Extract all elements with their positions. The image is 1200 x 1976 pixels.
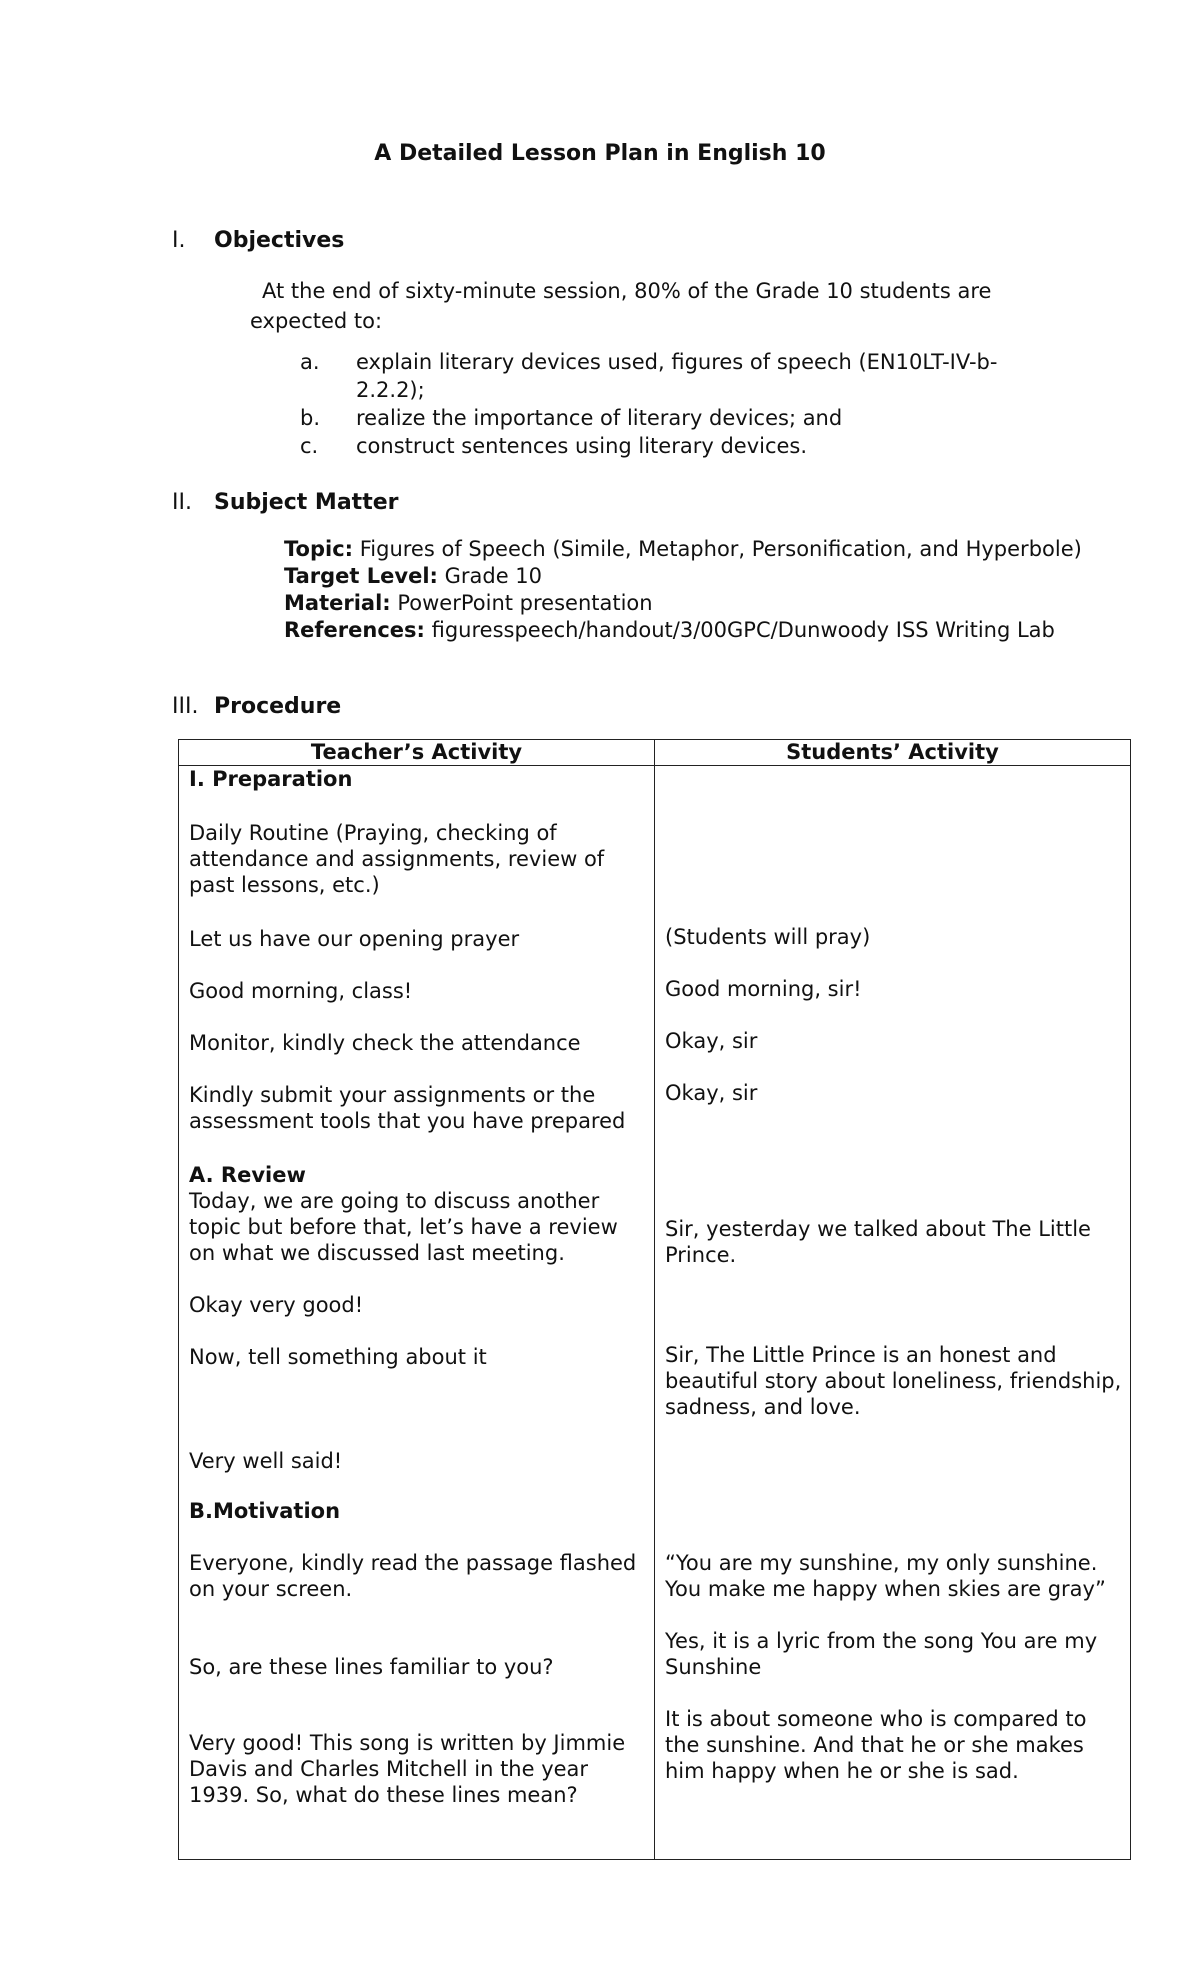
greeting-text: Good morning, class!	[189, 979, 413, 1003]
students-lyric-text: “You are my sunshine, my only sunshine. You make me happy when skies are gray”	[665, 1551, 1106, 1601]
section-number: III.	[172, 694, 199, 719]
review-heading: A. Review	[189, 1163, 306, 1187]
references-value: figuresspeech/handout/3/00GPC/Dunwoody ISS Writing Lab	[431, 618, 1055, 642]
objectives-intro: At the end of sixty-minute session, 80% of the Grade 10 students are expected to:	[250, 279, 992, 333]
section-label: Procedure	[214, 694, 342, 719]
song-info-text: Very good! This song is written by Jimmie Davis and Charles Mitchell in the year 1939. So, what do these lines mean?	[189, 1731, 626, 1807]
students-okay-text: Okay, sir	[665, 1029, 758, 1053]
teacher-activity-cell	[179, 766, 655, 1860]
level-label: Target Level:	[284, 564, 438, 588]
tell-text: Now, tell something about it	[189, 1345, 487, 1369]
references-label: References:	[284, 618, 425, 642]
daily-routine-text: Daily Routine (Praying, checking of attendance and assignments, review of past lessons, etc.)	[189, 821, 605, 897]
section-label: Objectives	[214, 228, 345, 253]
read-passage-text: Everyone, kindly read the passage flashed on your screen.	[189, 1551, 637, 1601]
students-pray-text: (Students will pray)	[665, 925, 871, 949]
section-label: Subject Matter	[214, 490, 399, 515]
references-line	[284, 617, 1104, 644]
table-row	[179, 766, 1131, 1860]
document-title: A Detailed Lesson Plan in English 10	[374, 141, 826, 166]
students-story-text: Sir, The Little Prince is an honest and beautiful story about loneliness, friendship, sadness, and love.	[665, 1343, 1122, 1419]
objective-text: explain literary devices used, figures of speech (EN10LT-IV-b-2.2.2);	[356, 350, 998, 402]
section-number: I.	[172, 228, 186, 253]
okay-text: Okay very good!	[189, 1293, 364, 1317]
level-line	[284, 563, 1104, 590]
objective-text: realize the importance of literary devices; and	[356, 406, 843, 430]
objective-letter: a.	[300, 350, 320, 374]
well-said-text: Very well said!	[189, 1449, 343, 1473]
students-review-text: Sir, yesterday we talked about The Little Prince.	[665, 1217, 1091, 1267]
students-greet-text: Good morning, sir!	[665, 977, 862, 1001]
objectives-heading	[172, 228, 344, 253]
table-header-row	[179, 740, 1131, 766]
students-activity-cell	[655, 766, 1131, 1860]
submit-text: Kindly submit your assignments or the assessment tools that you have prepared	[189, 1083, 626, 1133]
procedure-heading	[172, 694, 341, 719]
subject-matter-details	[284, 536, 1104, 644]
objective-text: construct sentences using literary devices.	[356, 434, 808, 458]
subject-matter-heading	[172, 490, 398, 515]
students-familiar-text: Yes, it is a lyric from the song You are my Sunshine	[665, 1629, 1098, 1679]
material-value: PowerPoint presentation	[397, 591, 653, 615]
material-line	[284, 590, 1104, 617]
topic-line	[284, 536, 1104, 563]
objective-letter: b.	[300, 406, 321, 430]
familiar-question-text: So, are these lines familiar to you?	[189, 1655, 554, 1679]
topic-label: Topic:	[284, 537, 354, 561]
students-meaning-text: It is about someone who is compared to the sunshine. And that he or she makes him happy when he or she is sad.	[665, 1707, 1087, 1783]
procedure-table	[178, 739, 1131, 1860]
students-activity-header: Students’ Activity	[655, 740, 1131, 766]
objective-letter: c.	[300, 434, 319, 458]
monitor-text: Monitor, kindly check the attendance	[189, 1031, 581, 1055]
section-number: II.	[172, 490, 192, 515]
preparation-heading: I. Preparation	[189, 767, 353, 791]
students-okay-text: Okay, sir	[665, 1081, 758, 1105]
motivation-heading: B.Motivation	[189, 1499, 341, 1523]
prayer-text: Let us have our opening prayer	[189, 927, 520, 951]
topic-value: Figures of Speech (Simile, Metaphor, Personification, and Hyperbole)	[359, 537, 1082, 561]
material-label: Material:	[284, 591, 391, 615]
teacher-activity-header: Teacher’s Activity	[179, 740, 655, 766]
review-text: Today, we are going to discuss another topic but before that, let’s have a review on what we discussed last meeting.	[189, 1189, 618, 1265]
level-value: Grade 10	[444, 564, 543, 588]
